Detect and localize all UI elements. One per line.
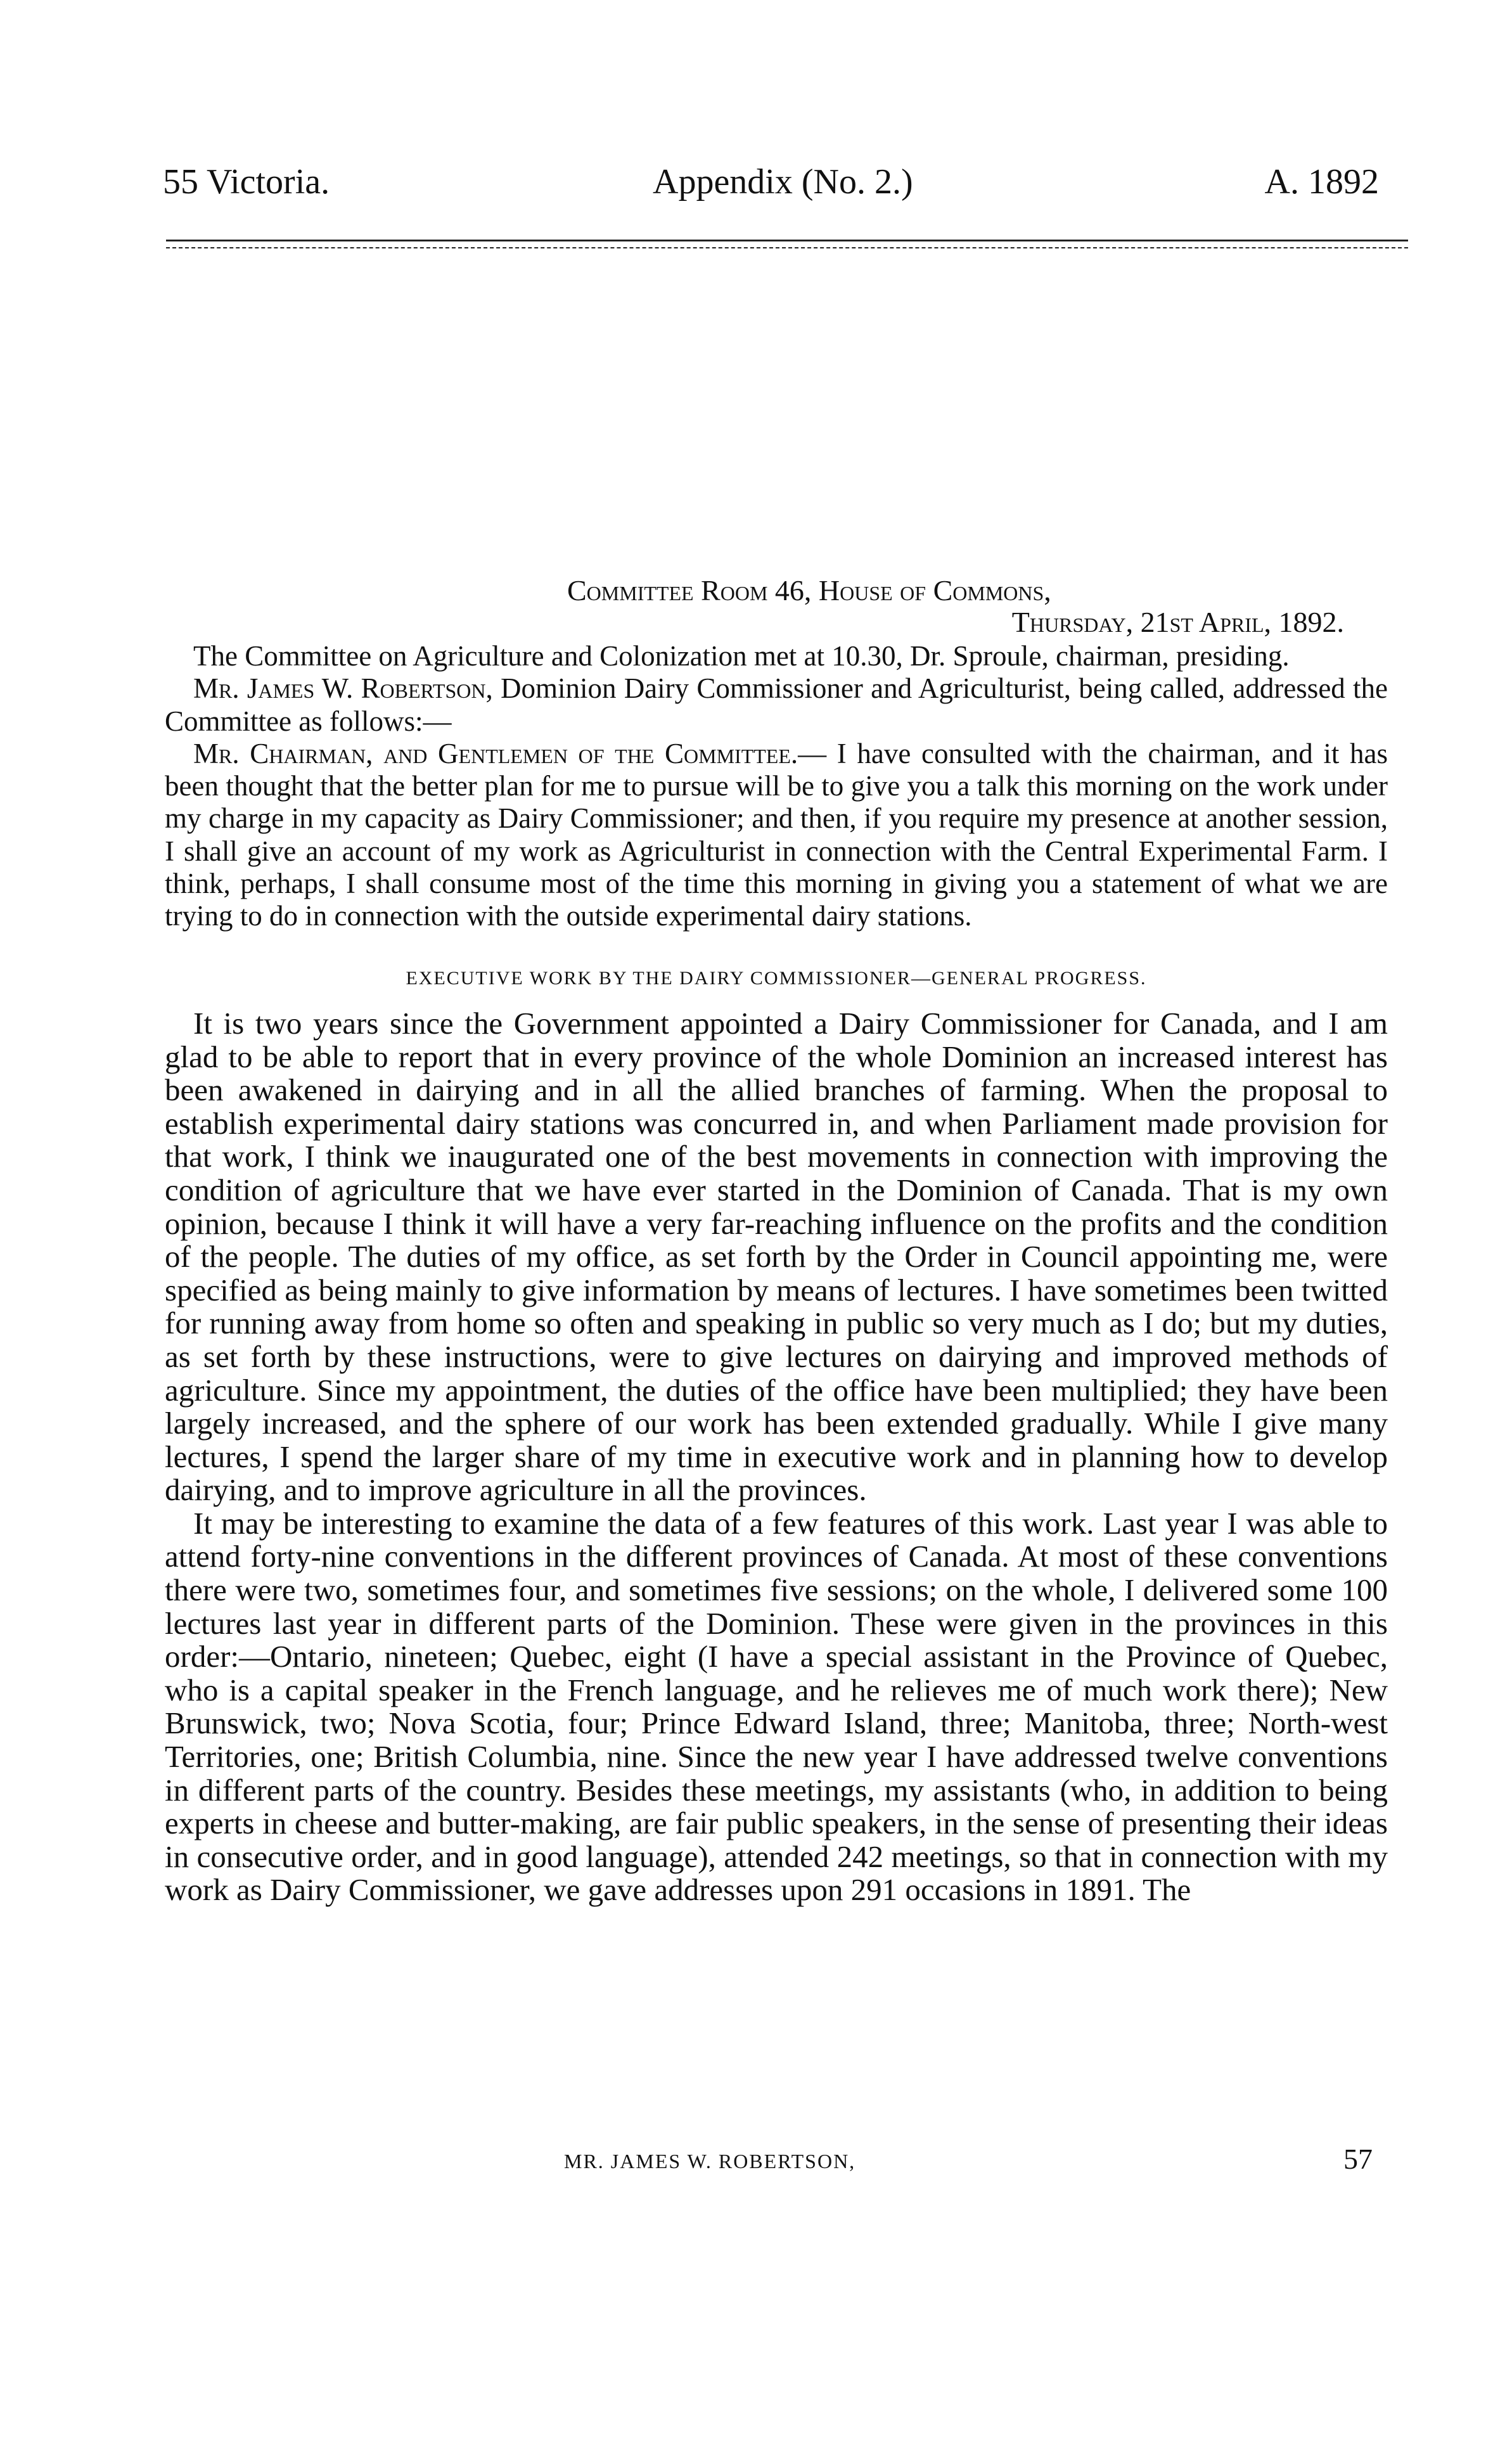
section-heading: EXECUTIVE WORK BY THE DAIRY COMMISSIONER—GENERAL PROGRESS. (406, 967, 1147, 989)
running-header-left: 55 Victoria. (163, 162, 330, 202)
page-number: 57 (1343, 2143, 1373, 2175)
witness-description: Dominion Dairy Commissioner and Agriculturist, being called, addressed the Committee as follows:— (165, 672, 1388, 737)
dateline-date: Thursday, 21st April, 1892. (1011, 606, 1344, 638)
witness-name: Mr. James W. Robertson, (193, 672, 493, 705)
running-footer-name: MR. JAMES W. ROBERTSON, (564, 2150, 856, 2173)
paragraph-two-years: It is two years since the Government appointed a Dairy Commissioner for Canada, and I am glad to be able to report that in every province of the whole Dominion an increased interest has been awakened in dairying and in all the allied branches of farming. When the proposal to establish experimental dairy stations was concurred in, and when Parliament made provision for that work, I think we inaugurated one of the best movements in connection with improving the condition of agriculture that we have ever started in the Dominion of Canada. That is my own opinion, because I think it will have a very far-reaching influence on the profits and the condition of the people. The duties of my office, as set forth by the Order in Council appointing me, were specified as being mainly to give information by means of lectures. I have sometimes been twitted for running away from home so often and speaking in public so very much as I do; but my duties, as set forth by these instructions, were to give lectures on dairying and improved methods of agriculture. Since my appointment, the duties of the office have been multiplied; they have been largely increased, and the sphere of our work has been extended gradually. While I give many lectures, I spend the larger share of my time in executive work and in planning how to develop dairying, and to improve agriculture in all the provinces. (165, 1005, 1388, 1508)
header-rule-secondary (166, 247, 1408, 248)
paragraph-conventions: It may be interesting to examine the data of a few features of this work. Last year I was able to attend forty-nine conventions in the different provinces of Canada. At most of these conventions there were two, sometimes four, and sometimes five sessions; on the whole, I delivered some 100 lectures last year in different parts of the Dominion. These were given in the provinces in this order:—Ontario, nineteen; Quebec, eight (I have a special assistant in the Province of Quebec, who is a capital speaker in the French language, and he relieves me of much work there); New Brunswick, two; Nova Scotia, four; Prince Edward Island, three; Manitoba, three; North-west Territories, one; British Columbia, nine. Since the new year I have addressed twelve conventions in different parts of the country. Besides these meetings, my assistants (who, in addition to being experts in cheese and butter-making, are fair public speakers, in the sense of presenting their ideas in consecutive order, and in good language), attended 242 meetings, so that in connection with my work as Dairy Commissioner, we gave addresses upon 291 occasions in 1891. The (165, 1505, 1388, 1908)
body-text (165, 640, 1388, 1907)
running-header-right: A. 1892 (1264, 162, 1379, 202)
dateline-location: Committee Room 46, House of Commons, (567, 574, 1051, 607)
address-text: I have consulted with the chairman, and it has been thought that the better plan for me to pursue will be to give you a talk this morning on the work under my charge in my capacity as Dairy Commissioner; and then, if you require my presence at another session, I shall give an account of my work as Agriculturist in connection with the Central Experimental Farm. I think, perhaps, I shall consume most of the time this morning in giving you a statement of what we are trying to do in connection with the outside experimental dairy stations. (165, 737, 1388, 932)
running-header-center: Appendix (No. 2.) (653, 162, 913, 202)
address-salutation: Mr. Chairman, and Gentlemen of the Committee.— (193, 737, 827, 769)
paragraph-opening-address (165, 738, 1388, 933)
paragraph-witness-called (165, 672, 1388, 738)
executive-section (165, 1007, 1388, 1907)
paragraph-committee-meeting: The Committee on Agriculture and Colonization met at 10.30, Dr. Sproule, chairman, presiding. (193, 640, 1290, 672)
header-rule (166, 240, 1408, 241)
